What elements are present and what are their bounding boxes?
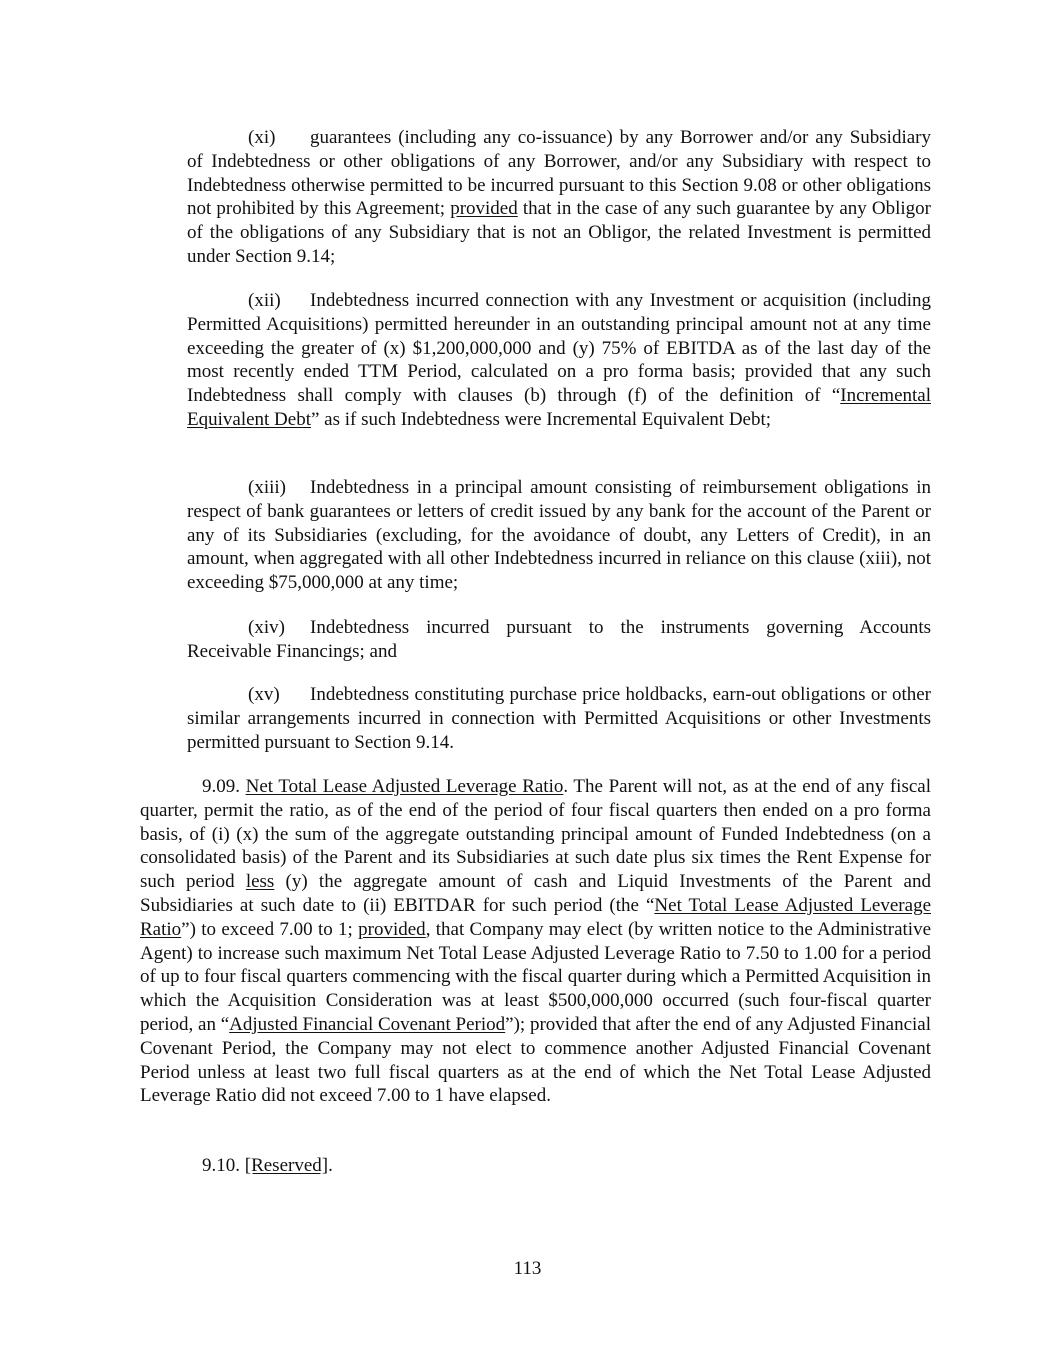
page-number: 113 xyxy=(513,1258,542,1279)
section-text: , that Company may elect (by written notice to the Administrative Agent) to increase such maximum Net Total Lease Adjusted Leverage Ratio to 7.50 to 1.00 for a period of up to four fiscal quarters commencing with the fiscal quarter during which a Permitted Acquisition in which the Acquisition Consideration was at least $500,000,000 occurred (such four-fiscal quarter period, an “ xyxy=(140,918,931,1035)
section-text: (y) the aggregate amount of cash and Liquid Investments of the Parent and Subsidiaries at such date to (ii) EBITDAR for such period (the “ xyxy=(140,871,931,916)
section-underlined-term: provided xyxy=(358,918,426,940)
section-text: . The Parent will not, as at the end of any fiscal quarter, permit the ratio, as of the end of the period of four fiscal quarters then ended on a pro forma basis, of (i) (x) the sum of the aggregate outstanding principal amount of Funded Indebtedness (on a consolidated basis) of the Parent and its Subsidiaries at such date plus six times the Rent Expense for such period xyxy=(140,776,931,893)
section-defined-term: Net Total Lease Adjusted Leverage Ratio xyxy=(140,894,931,940)
clause-xi xyxy=(187,126,931,269)
section-9-10 xyxy=(140,1154,931,1178)
clause-underlined-term: Incremental Equivalent Debt xyxy=(187,385,931,430)
section-heading: Net Total Lease Adjusted Leverage Ratio xyxy=(245,776,564,797)
clause-text: Indebtedness incurred connection with any Investment or acquisition (including Permitted Acquisitions) permitted hereunder in an outstanding principal amount not at any time exceeding the greater of (x) $1,200,000,000 and (y) 75% of EBITDA as of the last day of the most recently ended TTM Period, calculated on a pro forma basis; provided that any such Indebtedness shall comply with clauses (b) through (f) of the definition of “ xyxy=(187,290,931,407)
clause-text: Indebtedness in a principal amount consisting of reimbursement obligations in respect of bank guarantees or letters of credit issued by any bank for the account of the Parent or any of its Subsidiaries (excluding, for the avoidance of doubt, any Letters of Credit), in an amount, when aggregated with all other Indebtedness incurred in reliance on this clause (xiii), not exceeding $75,000,000 at any time; xyxy=(187,477,931,594)
clause-number: (xiv) xyxy=(248,617,285,638)
section-defined-term: Adjusted Financial Covenant Period xyxy=(229,1013,506,1035)
section-text: ”); provided that after the end of any Adjusted Financial Covenant Period, the Company may not elect to commence another Adjusted Financial Covenant Period unless at least two full fiscal quarters as at the end of which the Net Total Lease Adjusted Leverage Ratio did not exceed 7.00 to 1 have elapsed. xyxy=(140,1013,931,1107)
clause-number: (xii) xyxy=(248,290,281,311)
clause-text: Indebtedness incurred pursuant to the instruments governing Accounts Receivable Financings; and xyxy=(187,617,931,662)
clause-underlined-term: provided xyxy=(450,198,518,220)
section-text: . xyxy=(328,1155,333,1176)
clause-xii xyxy=(187,289,931,432)
clause-xiv xyxy=(187,616,931,664)
clause-text: that in the case of any such guarantee by any Obligor of the obligations of any Subsidiary that is not an Obligor, the related Investment is permitted under Section 9.14; xyxy=(187,198,932,267)
clause-text: Indebtedness constituting purchase price holdbacks, earn-out obligations or other similar arrangements incurred in connection with Permitted Acquisitions or other Investments permitted pursuant to Section 9.14. xyxy=(187,684,931,753)
clause-text: ” as if such Indebtedness were Incremental Equivalent Debt; xyxy=(311,408,772,430)
section-heading: [Reserved] xyxy=(244,1155,329,1176)
clause-xiii xyxy=(187,476,931,595)
section-number: 9.09. xyxy=(202,776,240,797)
clause-number: (xv) xyxy=(248,684,280,705)
clause-xv xyxy=(187,683,931,754)
section-number: 9.10. xyxy=(202,1155,240,1176)
clause-number: (xiii) xyxy=(248,477,286,498)
section-text: ”) to exceed 7.00 to 1; xyxy=(181,918,359,940)
section-9-09 xyxy=(140,775,931,1108)
clause-number: (xi) xyxy=(248,127,276,148)
clause-text: guarantees (including any co-issuance) by any Borrower and/or any Subsidiary of Indebtedness or other obligations of any Borrower, and/or any Subsidiary with respect to Indebtedness otherwise permitted to be incurred pursuant to this Section 9.08 or other obligations not prohibited by this Agreement; xyxy=(187,127,931,220)
section-underlined-term: less xyxy=(245,871,275,893)
